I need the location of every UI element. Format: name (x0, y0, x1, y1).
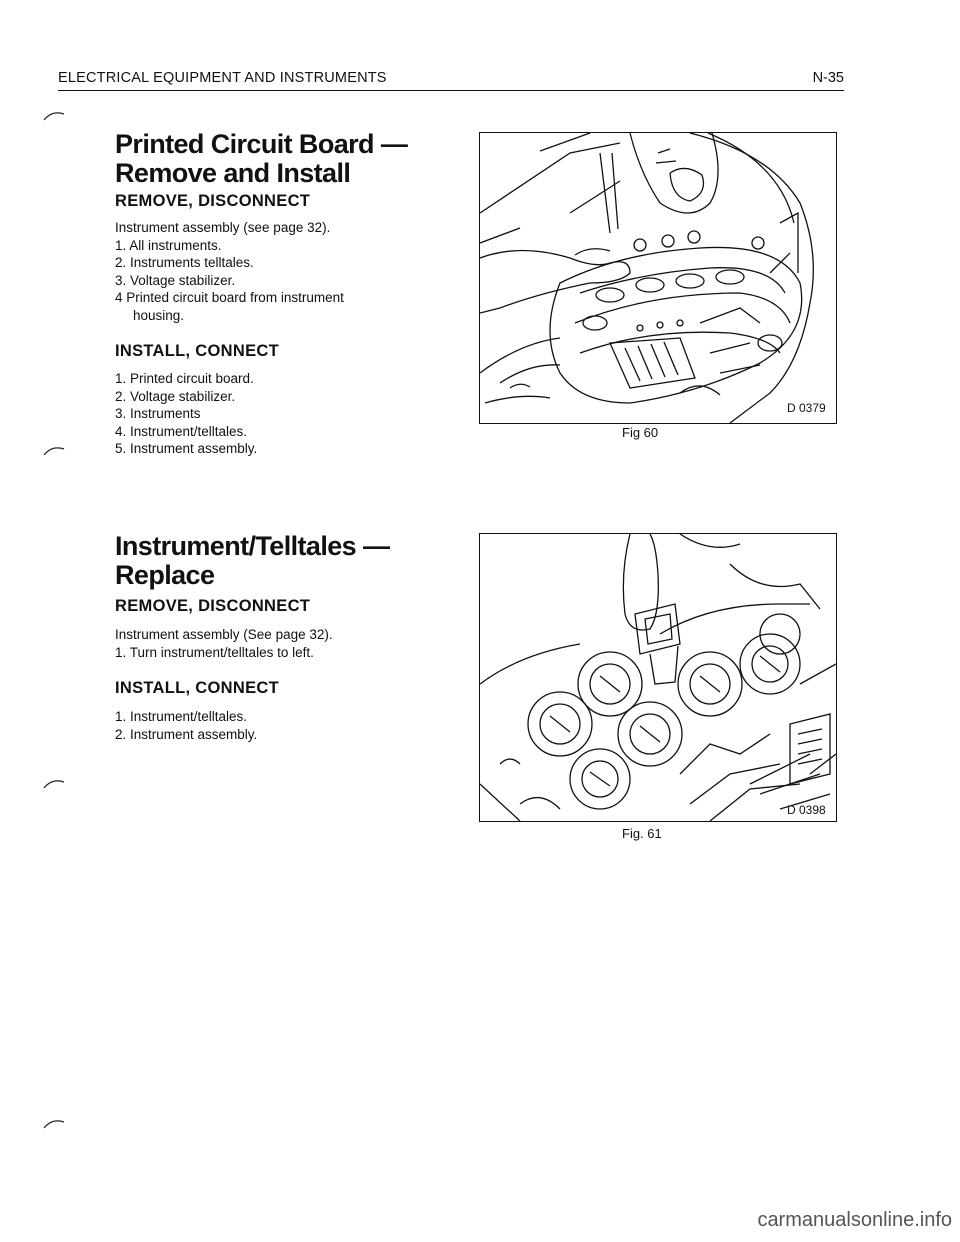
section1-install-heading: INSTALL, CONNECT (115, 342, 279, 360)
margin-mark (42, 445, 66, 457)
list-item: 1. Printed circuit board. (115, 371, 254, 386)
list-item: 2. Instruments telltales. (115, 255, 254, 270)
section2-remove-list (115, 626, 333, 661)
running-title: ELECTRICAL EQUIPMENT AND INSTRUMENTS (58, 70, 387, 86)
list-item: 1. Instrument/telltales. (115, 709, 248, 724)
header-rule (58, 90, 844, 91)
list-item: 1. Turn instrument/telltales to left. (115, 644, 314, 660)
page-header (58, 70, 844, 92)
section1-remove-heading: REMOVE, DISCONNECT (115, 192, 311, 210)
figure-60-caption: Fig 60 (622, 425, 659, 440)
list-item: 3. Instruments (115, 406, 201, 421)
list-item: housing. (133, 307, 185, 323)
margin-mark (42, 1118, 66, 1130)
section2-title-line2: Replace (115, 560, 215, 590)
section2-install-list (115, 708, 257, 743)
section1-title-line1: Printed Circuit Board — (115, 129, 408, 159)
section2-remove-heading: REMOVE, DISCONNECT (115, 597, 311, 615)
list-item: Instrument assembly (see page 32). (115, 220, 331, 235)
list-item: 2. Instrument assembly. (115, 726, 258, 742)
list-item: 4 Printed circuit board from instrument (115, 290, 344, 305)
figure-61-illustration (479, 533, 837, 822)
margin-mark (42, 778, 66, 790)
list-item: 2. Voltage stabilizer. (115, 388, 236, 404)
section1-title-line2: Remove and Install (115, 158, 351, 188)
section2-install-heading: INSTALL, CONNECT (115, 679, 279, 697)
watermark: carmanualsonline.info (757, 1209, 952, 1231)
section1-remove-list (115, 219, 344, 324)
section1-install-list (115, 370, 257, 458)
circuit-board-drawing (480, 133, 836, 423)
list-item: 4. Instrument/telltales. (115, 423, 248, 439)
section2-title (115, 532, 389, 590)
list-item: 5. Instrument assembly. (115, 441, 258, 456)
section1-title (115, 130, 407, 188)
figure-60-illustration (479, 132, 837, 424)
figure-61-code: D 0398 (787, 803, 826, 817)
list-item: 3. Voltage stabilizer. (115, 272, 236, 288)
margin-mark (42, 110, 66, 122)
page-number: N-35 (812, 70, 844, 86)
section2-title-line1: Instrument/Telltales — (115, 531, 390, 561)
figure-61-caption: Fig. 61 (622, 826, 662, 841)
figure-60-code: D 0379 (787, 401, 826, 415)
telltale-bulb-drawing (480, 534, 836, 821)
list-item: 1. All instruments. (115, 237, 222, 253)
list-item: Instrument assembly (See page 32). (115, 627, 333, 642)
